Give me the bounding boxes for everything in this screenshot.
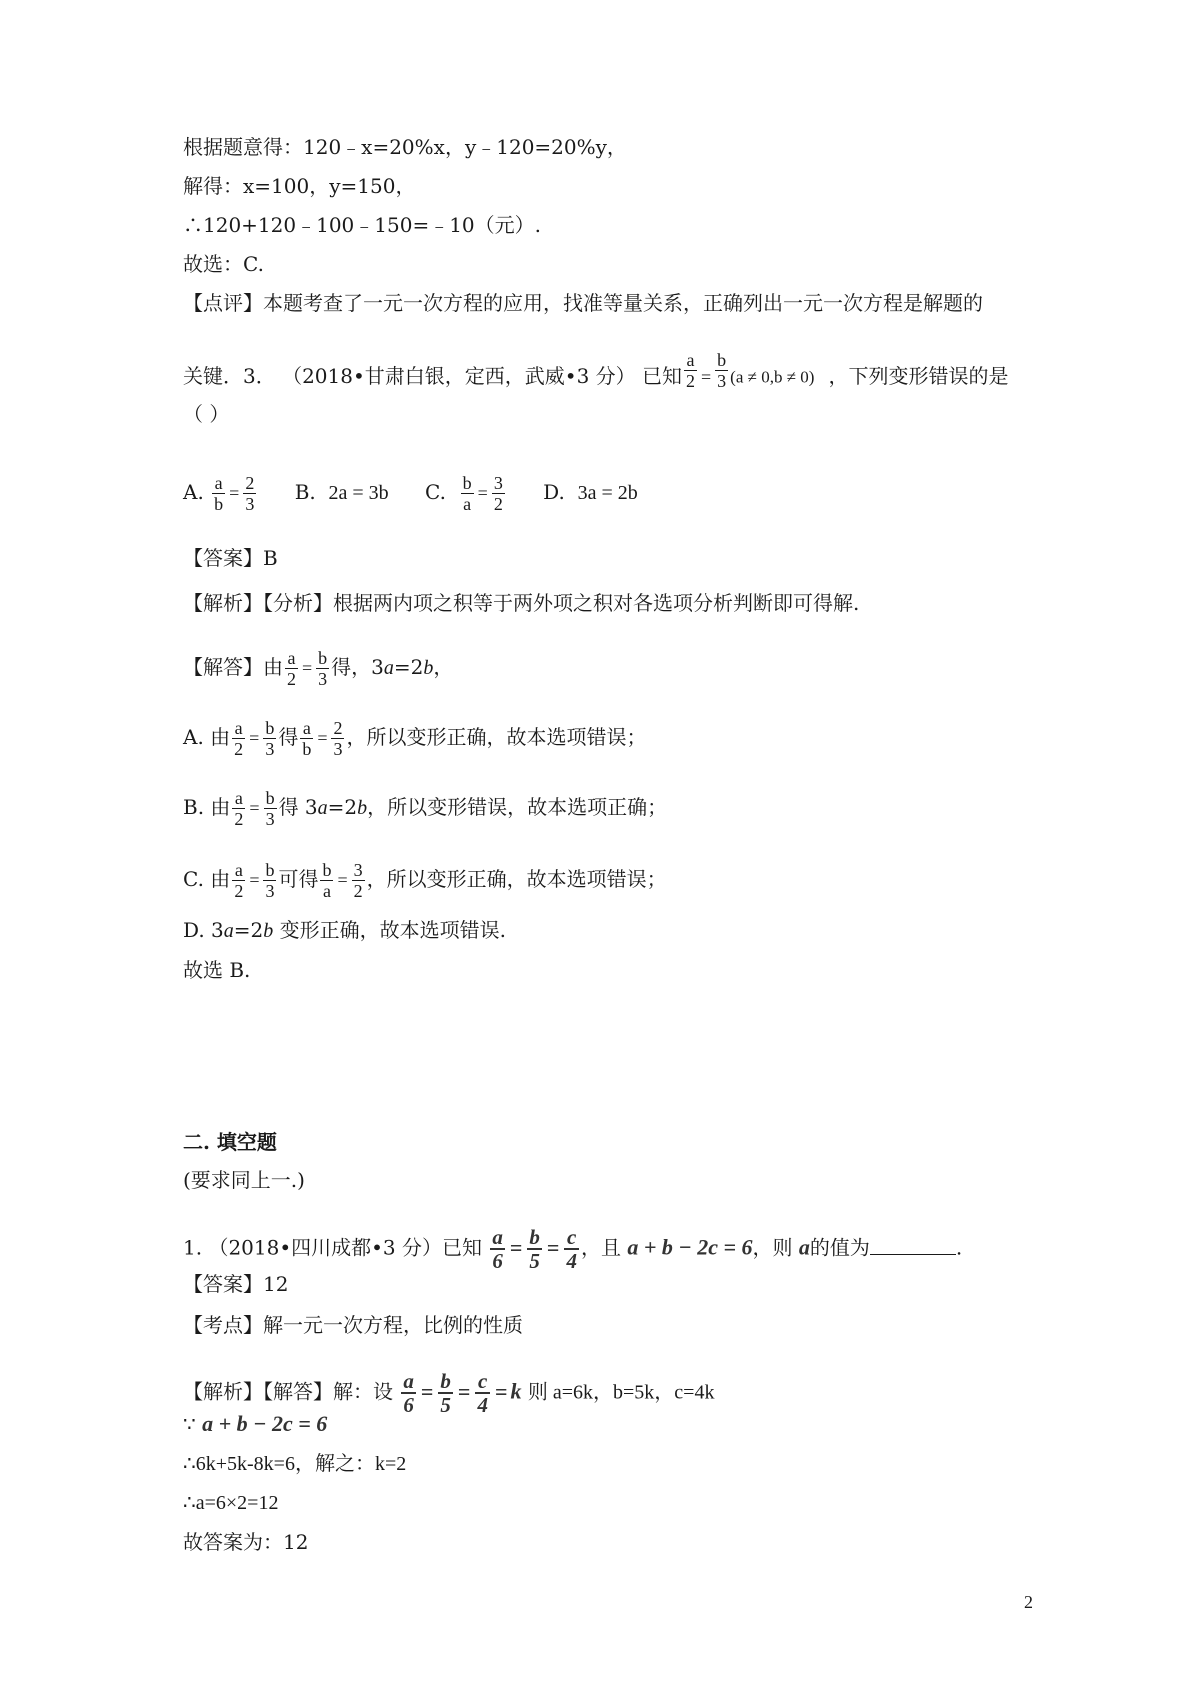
- fraction-a-over-6: $\frac{a}{6}$: [492, 1225, 503, 1273]
- fraction-b-over-3: $\frac{b}{3}$: [265, 860, 275, 901]
- options-row: [183, 473, 668, 514]
- fraction-b-over-3: $\frac{b}{3}$: [318, 648, 328, 689]
- fraction-b-over-5: $\frac{b}{5}$: [440, 1369, 451, 1417]
- requirement-line: (要求同上一.): [183, 1168, 305, 1192]
- option-a-analysis: A. 由 $\frac{a}{2}$ = $\frac{b}{3}$ 得 $\frac{a}{b}$ = $\frac{2}{3}$ ，所以变形正确，故本选项错误；: [183, 718, 647, 759]
- kaodian-line: 【考点】解一元一次方程，比例的性质: [183, 1313, 523, 1337]
- fraction-b-over-3: $\frac{b}{3}$: [265, 718, 275, 759]
- answer-bracket: （ ）: [183, 402, 230, 426]
- question-1-line: 1. （2018•四川成都•3 分）已知 $\frac{a}{6}$ = $\frac{b}{5}$ = $\frac{c}{4}$ ，且 a + b − 2c = 6，则 a的值为 .: [183, 1225, 963, 1273]
- fraction-a-over-2: $\frac{a}{2}$: [234, 860, 244, 901]
- fraction-b-over-a: $\frac{b}{a}$: [322, 860, 332, 901]
- question-3-prefix: 关键．3． （2018•甘肃白银，定西，武威•3 分） 已知: [183, 364, 683, 388]
- fraction-b-over-3: $\frac{b}{3}$: [265, 788, 275, 829]
- option-a: A. $\frac{a}{b}$ = $\frac{2}{3}$: [183, 473, 255, 514]
- text-line: 故选：C.: [183, 252, 264, 276]
- fraction-b-over-a: $\frac{b}{a}$: [462, 473, 472, 514]
- answer-blank: [870, 1236, 956, 1255]
- fraction-a-over-2: $\frac{a}{2}$: [234, 718, 244, 759]
- analysis-line: 【解析】【分析】根据两内项之积等于两外项之积对各选项分析判断即可得解.: [183, 591, 860, 615]
- comment-line: 【点评】本题考查了一元一次方程的应用，找准等量关系，正确列出一元一次方程是解题的: [183, 291, 983, 315]
- condition-text: (a ≠ 0,b ≠ 0): [730, 367, 815, 387]
- text-line: ∴120+120﹣100﹣150=﹣10（元）.: [183, 213, 542, 237]
- fraction-a-over-2: $\frac{a}{2}$: [686, 350, 696, 391]
- question-3-suffix: ，下列变形错误的是: [828, 364, 1009, 388]
- final-answer-line: 故答案为：12: [183, 1530, 309, 1554]
- option-c: C. $\frac{b}{a}$ = $\frac{3}{2}$: [424, 473, 503, 514]
- fraction-2-over-3: $\frac{2}{3}$: [245, 473, 255, 514]
- fraction-c-over-4: $\frac{c}{4}$: [477, 1369, 488, 1417]
- step-line: ∴6k+5k-8k=6，解之：k=2: [183, 1453, 407, 1475]
- option-b: B. 2a = 3b: [294, 480, 389, 504]
- question-3-line: 关键．3． （2018•甘肃白银，定西，武威•3 分） 已知 $\frac{a}{2}$ = $\frac{b}{3}$ (a ≠ 0,b ≠ 0) ，下列变形错误的是: [183, 350, 1009, 391]
- fraction-2-over-3: $\frac{2}{3}$: [333, 718, 343, 759]
- option-d: D. 3a = 2b: [543, 480, 638, 504]
- option-b-analysis: B. 由 $\frac{a}{2}$ = $\frac{b}{3}$ 得 3a=2b，所以变形错误，故本选项正确；: [183, 788, 668, 829]
- answer-line: 【答案】12: [183, 1272, 289, 1296]
- fraction-c-over-4: $\frac{c}{4}$: [566, 1225, 577, 1273]
- fraction-3-over-2: $\frac{3}{2}$: [493, 473, 503, 514]
- step-line: ∴a=6×2=12: [183, 1492, 279, 1514]
- fraction-3-over-2: $\frac{3}{2}$: [353, 860, 363, 901]
- fraction-a-over-6: $\frac{a}{6}$: [403, 1369, 414, 1417]
- solution-line: 【解答】由 $\frac{a}{2}$ = $\frac{b}{3}$ 得，3a=2b，: [183, 648, 454, 689]
- fraction-a-over-2: $\frac{a}{2}$: [234, 788, 244, 829]
- page-number: 2: [1024, 1592, 1033, 1612]
- fraction-b-over-5: $\frac{b}{5}$: [529, 1225, 540, 1273]
- fraction-a-over-b: $\frac{a}{b}$: [302, 718, 312, 759]
- text-line: 根据题意得：120﹣x=20%x，y﹣120=20%y，: [183, 135, 627, 159]
- fraction-a-over-2: $\frac{a}{2}$: [287, 648, 296, 689]
- text-line: 解得：x=100，y=150，: [183, 174, 416, 198]
- section-title: 二. 填空题: [183, 1130, 277, 1154]
- because-line: ∵ a + b − 2c = 6: [183, 1411, 328, 1436]
- fraction-a-over-b: $\frac{a}{b}$: [214, 473, 224, 514]
- option-d-analysis: D. 3a=2b 变形正确，故本选项错误.: [183, 918, 506, 942]
- answer-line: 【答案】B: [183, 546, 278, 570]
- fraction-b-over-3: $\frac{b}{3}$: [717, 350, 727, 391]
- jiexi-line: 【解析】【解答】解：设 $\frac{a}{6}$ = $\frac{b}{5}$ = $\frac{c}{4}$ = k 则 a=6k，b=5k，c=4k: [183, 1369, 715, 1417]
- choose-line: 故选 B.: [183, 958, 251, 982]
- option-c-analysis: C. 由 $\frac{a}{2}$ = $\frac{b}{3}$ 可得 $\frac{b}{a}$ = $\frac{3}{2}$ ，所以变形正确，故本选项错误；: [183, 860, 667, 901]
- condition-expression: a + b − 2c = 6: [627, 1234, 753, 1260]
